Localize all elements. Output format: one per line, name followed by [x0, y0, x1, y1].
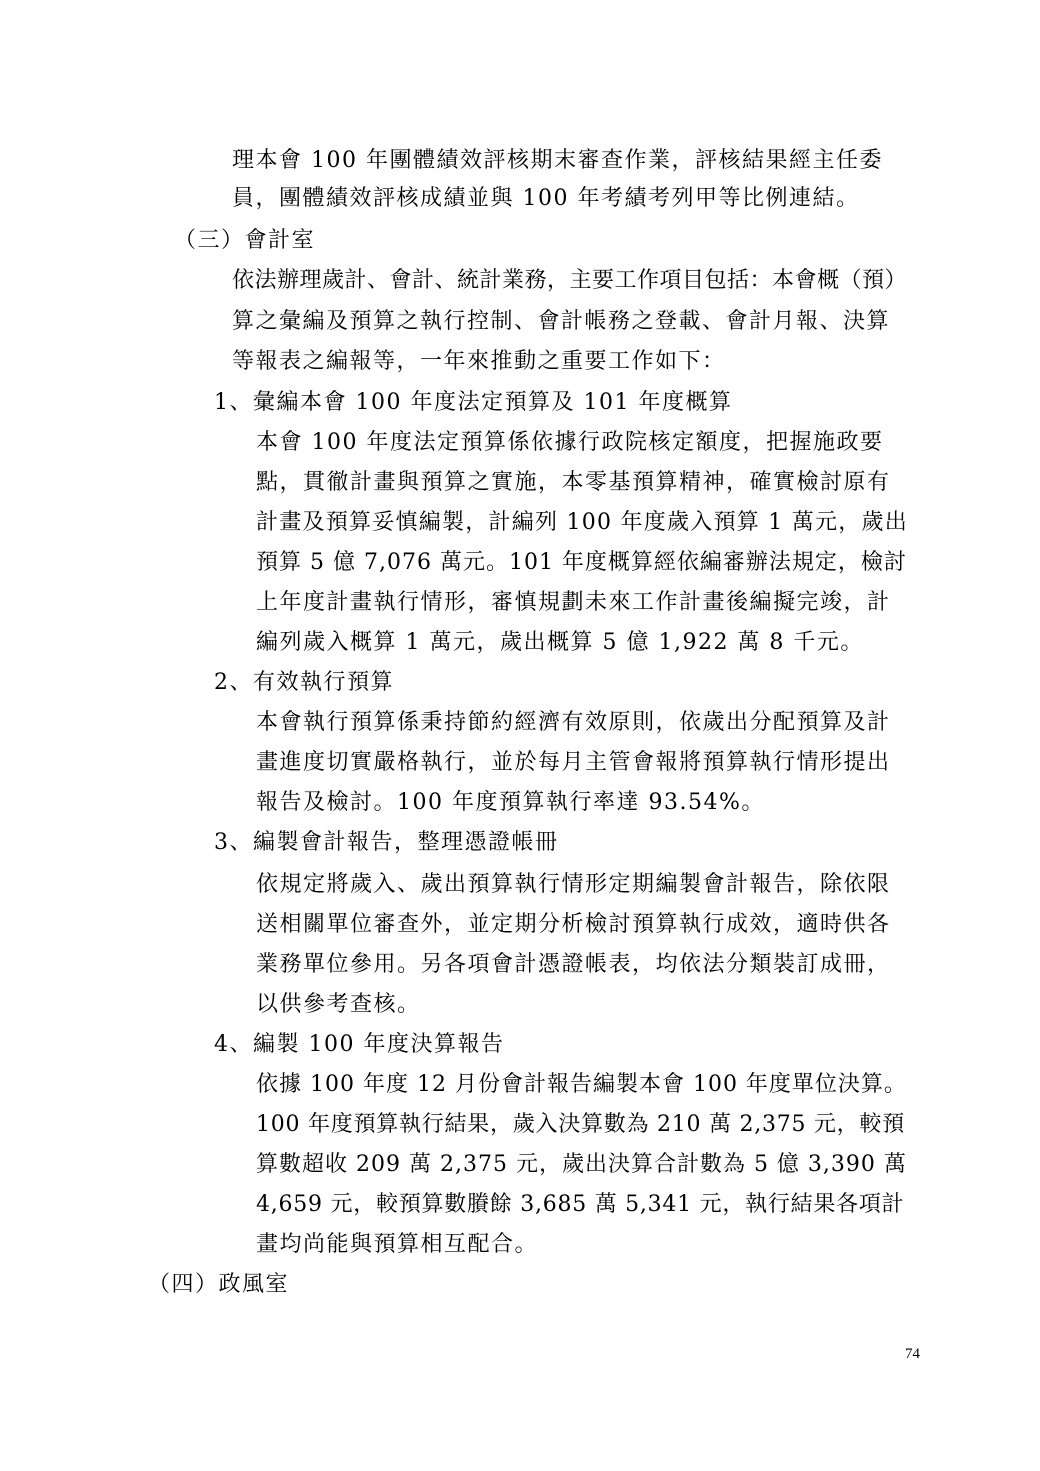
item-3-line-1: 依規定將歲入、歲出預算執行情形定期編製會計報告，除依限 [256, 872, 891, 897]
section-3-heading: （三）會計室 [174, 228, 316, 253]
item-2-line-1: 本會執行預算係秉持節約經濟有效原則，依歲出分配預算及計 [256, 710, 891, 735]
item-4-title: 4、編製 100 年度決算報告 [214, 1032, 505, 1057]
item-1-line-4: 預算 5 億 7,076 萬元。101 年度概算經依編審辦法規定，檢討 [256, 550, 907, 575]
item-2-line-2: 畫進度切實嚴格執行，並於每月主管會報將預算執行情形提出 [256, 750, 891, 775]
item-1-title: 1、彙編本會 100 年度法定預算及 101 年度概算 [214, 390, 733, 415]
item-3-title: 3、編製會計報告，整理憑證帳冊 [214, 830, 559, 855]
item-1-line-3: 計畫及預算妥慎編製，計編列 100 年度歲入預算 1 萬元，歲出 [256, 510, 908, 535]
item-1-line-2: 點，貫徹計畫與預算之實施，本零基預算精神，確實檢討原有 [256, 470, 891, 495]
item-3-line-2: 送相關單位審查外，並定期分析檢討預算執行成效，適時供各 [256, 912, 891, 937]
page-number: 74 [905, 1346, 920, 1362]
item-3-line-3: 業務單位參用。另各項會計憑證帳表，均依法分類裝訂成冊， [256, 952, 891, 977]
item-2-title: 2、有效執行預算 [214, 670, 394, 695]
item-4-line-3: 算數超收 209 萬 2,375 元，歲出決算合計數為 5 億 3,390 萬 [256, 1152, 907, 1177]
section-3-intro-line-2: 算之彙編及預算之執行控制、會計帳務之登載、會計月報、決算 [232, 309, 891, 334]
item-4-line-5: 畫均尚能與預算相互配合。 [256, 1232, 539, 1257]
item-1-line-6: 編列歲入概算 1 萬元，歲出概算 5 億 1,922 萬 8 千元。 [256, 630, 864, 655]
section-3-intro-line-3: 等報表之編報等，一年來推動之重要工作如下： [232, 349, 726, 374]
item-2-line-3: 報告及檢討。100 年度預算執行率達 93.54%。 [256, 790, 765, 815]
item-1-line-5: 上年度計畫執行情形，審慎規劃未來工作計畫後編擬完竣，計 [256, 590, 891, 615]
item-1-line-1: 本會 100 年度法定預算係依據行政院核定額度，把握施政要 [256, 430, 884, 455]
item-3-line-4: 以供參考查核。 [256, 992, 421, 1017]
intro-line-1: 理本會 100 年團體績效評核期末審查作業，評核結果經主任委 [232, 148, 883, 173]
section-4-heading: （四）政風室 [148, 1272, 290, 1297]
item-4-line-2: 100 年度預算執行結果，歲入決算數為 210 萬 2,375 元，較預 [256, 1112, 905, 1137]
item-4-line-1: 依據 100 年度 12 月份會計報告編製本會 100 年度單位決算。 [256, 1072, 907, 1097]
section-3-intro-line-1: 依法辦理歲計、會計、統計業務，主要工作項目包括：本會概（預） [232, 268, 908, 293]
item-4-line-4: 4,659 元，較預算數賸餘 3,685 萬 5,341 元，執行結果各項計 [256, 1192, 905, 1217]
intro-line-2: 員，團體績效評核成績並與 100 年考績考列甲等比例連結。 [232, 186, 860, 211]
